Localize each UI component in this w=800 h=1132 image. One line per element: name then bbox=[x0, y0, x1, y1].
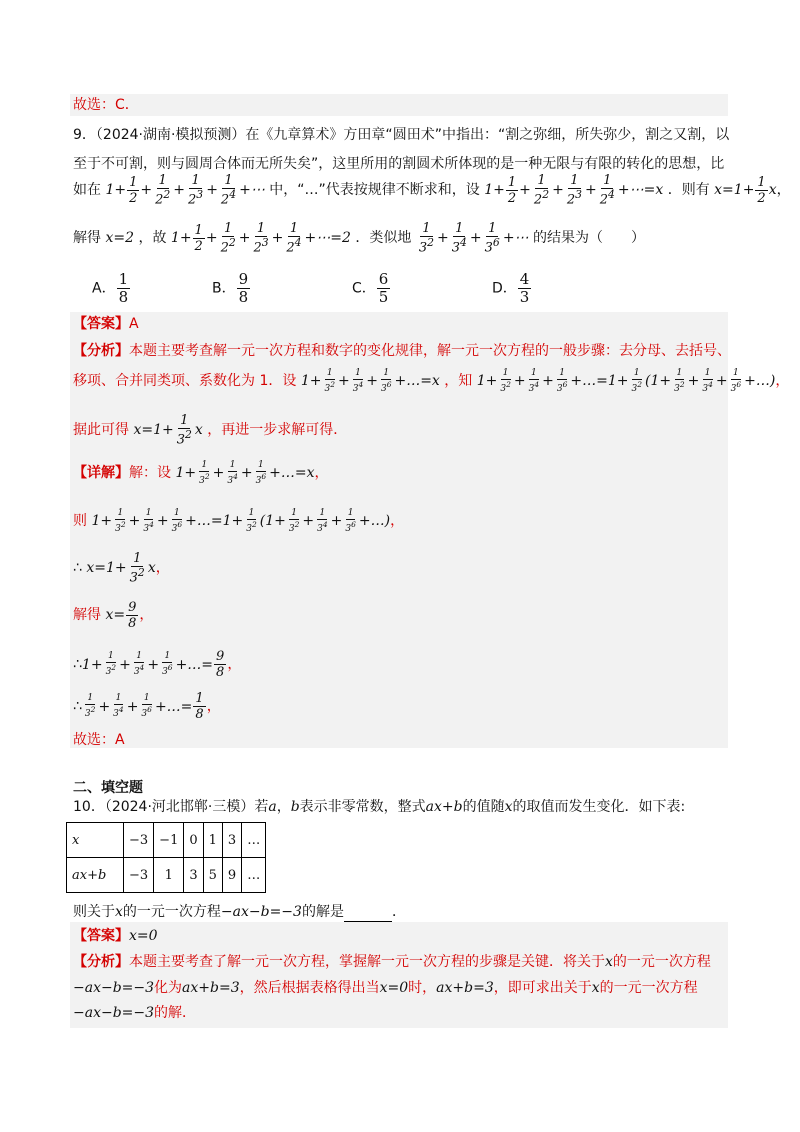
table-row: ax+b −3 1 3 5 9 … bbox=[67, 858, 266, 893]
q10-line2: 则关于x的一元一次方程−ax−b=−3的解是 ． bbox=[73, 904, 406, 920]
q9-line4: 解得 x=2 ，故 1+ $\frac{1}{2}$ + $\frac{1}{2^2}$ + $\frac{1}{2^3}$ + $\frac{1}{2^4}$ +⋯=2 ．类似地 $\frac{1}{3^2}$ + $\frac{1}{3^4}$ + $\frac{1}{3^6}$ +⋯ 的结果为（ ） bbox=[73, 221, 645, 256]
q9-line1: 9．（2024·湖南·模拟预测）在《九章算术》方田章“圆田术”中指出：“割之弥细，所失弥少，割之又割，以 bbox=[73, 127, 730, 143]
value-table bbox=[66, 822, 266, 893]
q8-shade bbox=[70, 94, 728, 116]
q10-analysis-1: 【分析】本题主要考查了解一元一次方程，掌握解一元一次方程的步骤是关键．将关于x的一元一次方程 bbox=[73, 954, 711, 970]
answer-blank[interactable] bbox=[344, 907, 392, 922]
q9-detail-6: ∴ $\frac{1}{3^2}$ + $\frac{1}{3^4}$ + $\frac{1}{3^6}$ +…= $\frac{1}{8}$ ， bbox=[73, 691, 221, 722]
q9-line2: 至于不可割，则与圆周合体而无所失矣”，这里所用的割圆术所体现的是一种无限与有限的转化的思想，比 bbox=[73, 156, 725, 172]
q9-detail-5: ∴1+ $\frac{1}{3^2}$ + $\frac{1}{3^4}$ + $\frac{1}{3^6}$ +…= $\frac{9}{8}$ ， bbox=[73, 649, 242, 680]
analog-series: $\frac{1}{3^2}$ + $\frac{1}{3^4}$ + $\frac{1}{3^6}$ +⋯ bbox=[418, 221, 529, 256]
q9-conclusion: 故选：A bbox=[73, 732, 125, 748]
q9-analysis-3: 据此可得 x=1+ $\frac{1}{3^2}$ x ，再进一步求解可得． bbox=[73, 413, 348, 448]
x-equation: x=1+ $\frac{1}{2}$ x bbox=[714, 174, 777, 206]
q8-conclusion: 故选：C． bbox=[73, 97, 139, 113]
q9-detail-2: 则 1+ $\frac{1}{3^2}$ + $\frac{1}{3^4}$ + $\frac{1}{3^6}$ +…=1+ $\frac{1}{3^2}$ (1+ $\frac{1}{3^2}$ + $\frac{1}{3^4}$ + $\frac{1}{3^6}$ +…)， bbox=[73, 507, 405, 534]
q10-analysis-3: −ax−b=−3的解． bbox=[73, 1005, 197, 1021]
series-expression: 1+ $\frac{1}{2}$ + $\frac{1}{2^2}$ + $\frac{1}{2^3}$ + $\frac{1}{2^4}$ +⋯ bbox=[105, 173, 265, 208]
q9-detail-1: 【详解】解：设 1+ $\frac{1}{3^2}$ + $\frac{1}{3^4}$ + $\frac{1}{3^6}$ +…=x， bbox=[73, 459, 329, 486]
q9-analysis-2: 移项、合并同类项、系数化为 1．设 1+ $\frac{1}{3^2}$ + $\frac{1}{3^4}$ + $\frac{1}{3^6}$ +…=x ，知 1+ $\frac{1}{3^2}$ + $\frac{1}{3^4}$ + $\frac{1}{3^6}$ +…=1+ $\frac{1}{3^2}$ (1+ $\frac{1}{3^2}$ + $\frac{1}{3^4}$ + $\frac{1}{3^6}$ +…)， bbox=[73, 367, 790, 394]
q9-detail-4: 解得 x= $\frac{9}{8}$ ， bbox=[73, 599, 154, 631]
q9-line3: 如在 1+ $\frac{1}{2}$ + $\frac{1}{2^2}$ + $\frac{1}{2^3}$ + $\frac{1}{2^4}$ +⋯ 中，“…”代表按规律不断求和，设 1+ $\frac{1}{2}$ + $\frac{1}{2^2}$ + $\frac{1}{2^3}$ + $\frac{1}{2^4}$ +⋯=x ．则有 x=1+ $\frac{1}{2}$ x， bbox=[73, 173, 791, 208]
q9-answer: 【答案】A bbox=[73, 316, 139, 332]
q10-line1: 10．（2024·河北邯郸·三模）若a，b表示非零常数，整式ax+b的值随x的取值而发生变化．如下表: bbox=[73, 799, 686, 815]
option-a[interactable]: A． $\frac{1}{8}$ bbox=[92, 270, 129, 306]
q9-detail-3: ∴ x=1+ $\frac{1}{3^2}$ x， bbox=[73, 551, 170, 586]
q10-analysis-2: −ax−b=−3化为ax+b=3，然后根据表格得出当x=0时，ax+b=3，即可求出关于x的一元一次方程 bbox=[73, 980, 698, 996]
q10-answer: 【答案】x=0 bbox=[73, 928, 158, 944]
table-row: x −3 −1 0 1 3 … bbox=[67, 823, 266, 858]
section-title: 二、填空题 bbox=[73, 780, 143, 796]
x-equals-2: x=2 bbox=[105, 230, 134, 247]
q9-analysis-1: 【分析】本题主要考查解一元一次方程和数字的变化规律，解一元一次方程的一般步骤：去分母、去括号、 bbox=[73, 343, 731, 359]
series-equation: 1+ $\frac{1}{2}$ + $\frac{1}{2^2}$ + $\frac{1}{2^3}$ + $\frac{1}{2^4}$ +⋯=x bbox=[484, 173, 664, 208]
option-b[interactable]: B． $\frac{9}{8}$ bbox=[212, 270, 249, 306]
option-d[interactable]: D． $\frac{4}{3}$ bbox=[492, 270, 530, 306]
series-sum-2: 1+ $\frac{1}{2}$ + $\frac{1}{2^2}$ + $\frac{1}{2^3}$ + $\frac{1}{2^4}$ +⋯=2 bbox=[170, 221, 351, 256]
option-c[interactable]: C． $\frac{6}{5}$ bbox=[352, 270, 389, 306]
